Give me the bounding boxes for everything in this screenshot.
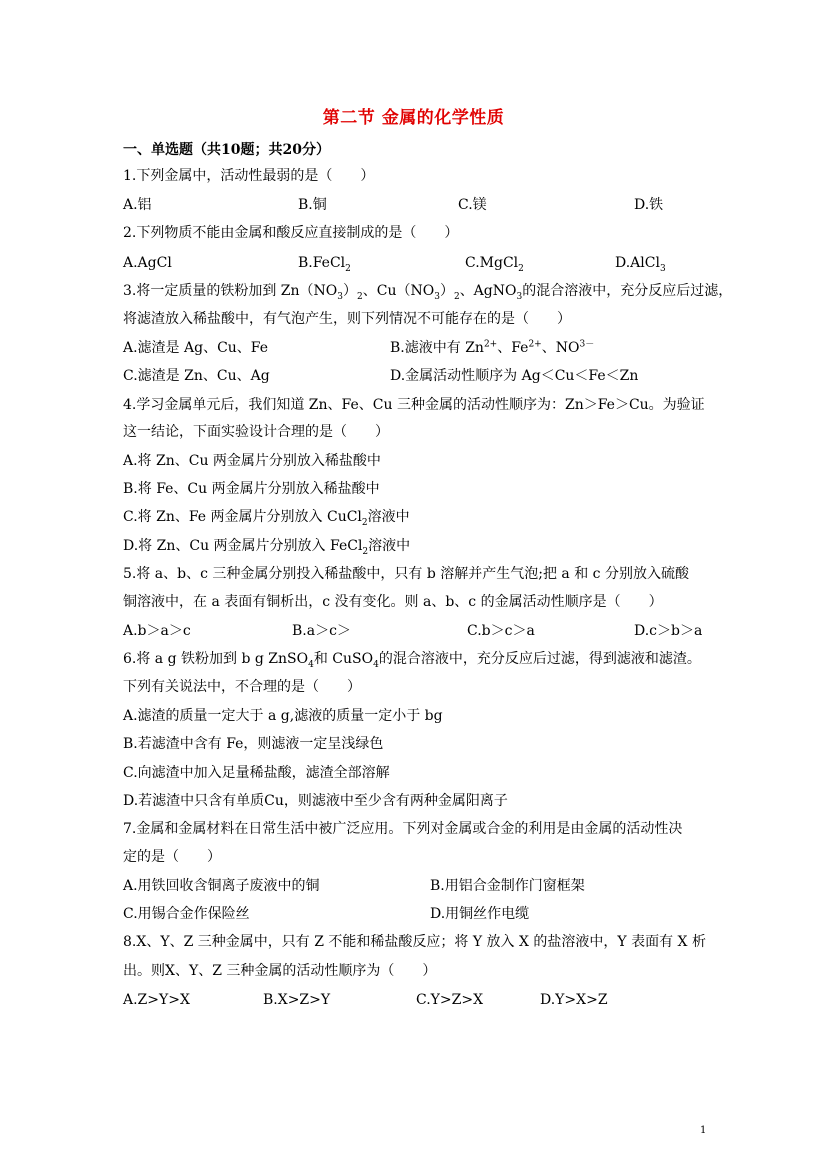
q1-option-d: D.铁: [634, 197, 664, 213]
question-3-stem-line-2: 将滤渣放入稀盐酸中，有气泡产生，则下列情况不可能存在的是（ ）: [123, 311, 571, 327]
question-8-stem-line-2: 出。则X、Y、Z 三种金属的活动性顺序为（ ）: [123, 963, 437, 979]
q7-option-b: B.用铝合金制作门窗框架: [430, 878, 585, 894]
q5-option-b: B.a＞c＞: [292, 623, 351, 639]
q6-option-b: B.若滤渣中含有 Fe，则滤液一定呈浅绿色: [123, 736, 384, 752]
q2-option-c: C.MgCl$_2$: [465, 255, 524, 274]
q3-option-a: A.滤渣是 Ag、Cu、Fe: [123, 340, 269, 356]
question-6-stem-line-1: 6.将 a g 铁粉加到 b g ZnSO$_4$和 CuSO$_4$的混合溶液中，充分反应后过滤，得到滤液和滤渣。: [123, 651, 701, 670]
q4-option-c: C.将 Zn、Fe 两金属片分别放入 CuCl$_2$溶液中: [123, 509, 410, 528]
page-title: 第二节 金属的化学性质: [322, 108, 505, 128]
question-7-stem-line-1: 7.金属和金属材料在日常生活中被广泛应用。下列对金属或合金的利用是由金属的活动性决: [123, 821, 683, 837]
page-number: 1: [700, 1125, 707, 1136]
q4-option-b: B.将 Fe、Cu 两金属片分别放入稀盐酸中: [123, 481, 380, 497]
question-1-stem: 1.下列金属中，活动性最弱的是（ ）: [123, 168, 375, 184]
q3-option-b: B.滤液中有 $Zn^{2+}$、$Fe^{2+}$、$NO^{3-}$: [390, 339, 595, 356]
section-heading: 一、单选题（共10题；共20分）: [123, 142, 330, 158]
q4-option-d: D.将 Zn、Cu 两金属片分别放入 FeCl$_2$溶液中: [123, 538, 411, 557]
question-7-stem-line-2: 定的是（ ）: [123, 849, 221, 865]
question-2-stem: 2.下列物质不能由金属和酸反应直接制成的是（ ）: [123, 225, 459, 241]
q1-option-b: B.铜: [298, 197, 327, 213]
q3-option-c: C.滤渣是 Zn、Cu、Ag: [123, 368, 270, 384]
q6-option-d: D.若滤渣中只含有单质Cu，则滤液中至少含有两种金属阳离子: [123, 793, 508, 809]
q1-option-a: A.铝: [123, 197, 152, 213]
question-3-stem-line-1: 3.将一定质量的铁粉加到 $Zn(NO_3)_2$、$Cu(NO_3)_2$、AgNO$_3$的混合溶液中，充分反应后过滤，: [123, 283, 733, 302]
q2-option-d: D.AlCl$_3$: [615, 255, 666, 274]
question-6-stem-line-2: 下列有关说法中，不合理的是（ ）: [123, 679, 361, 695]
q8-option-c: C.Y>Z>X: [416, 992, 484, 1008]
q5-option-a: A.b＞a＞c: [123, 623, 191, 639]
q2-option-b: B.FeCl$_2$: [298, 255, 351, 274]
q7-option-d: D.用铜丝作电缆: [430, 906, 530, 922]
question-4-stem-line-2: 这一结论，下面实验设计合理的是（ ）: [123, 424, 389, 440]
q8-option-a: A.Z>Y>X: [123, 992, 190, 1008]
question-5-stem-line-1: 5.将 a、b、c 三种金属分别投入稀盐酸中，只有 b 溶解并产生气泡;把 a 和 c 分别放入硫酸: [123, 566, 689, 582]
q8-option-d: D.Y>X>Z: [540, 992, 608, 1008]
q4-option-a: A.将 Zn、Cu 两金属片分别放入稀盐酸中: [123, 453, 381, 469]
q2-option-a: A.AgCl: [123, 255, 172, 271]
q1-option-c: C.镁: [458, 197, 487, 213]
q5-option-c: C.b＞c＞a: [467, 623, 535, 639]
q7-option-c: C.用锡合金作保险丝: [123, 906, 250, 922]
q8-option-b: B.X>Z>Y: [263, 992, 331, 1008]
q6-option-c: C.向滤渣中加入足量稀盐酸，滤渣全部溶解: [123, 765, 390, 781]
question-4-stem-line-1: 4.学习金属单元后，我们知道 Zn、Fe、Cu 三种金属的活动性顺序为：Zn＞Fe＞Cu。为验证: [123, 397, 705, 413]
question-8-stem-line-1: 8.X、Y、Z 三种金属中，只有 Z 不能和稀盐酸反应；将 Y 放入 X 的盐溶液中，Y 表面有 X 析: [123, 934, 706, 950]
q3-option-d: D.金属活动性顺序为 Ag＜Cu＜Fe＜Zn: [390, 368, 639, 384]
question-5-stem-line-2: 铜溶液中，在 a 表面有铜析出，c 没有变化。则 a、b、c 的金属活动性顺序是（ ）: [123, 594, 663, 610]
q6-option-a: A.滤渣的质量一定大于 a g,滤液的质量一定小于 bg: [123, 708, 443, 724]
q5-option-d: D.c＞b＞a: [634, 623, 703, 639]
q7-option-a: A.用铁回收含铜离子废液中的铜: [123, 878, 320, 894]
